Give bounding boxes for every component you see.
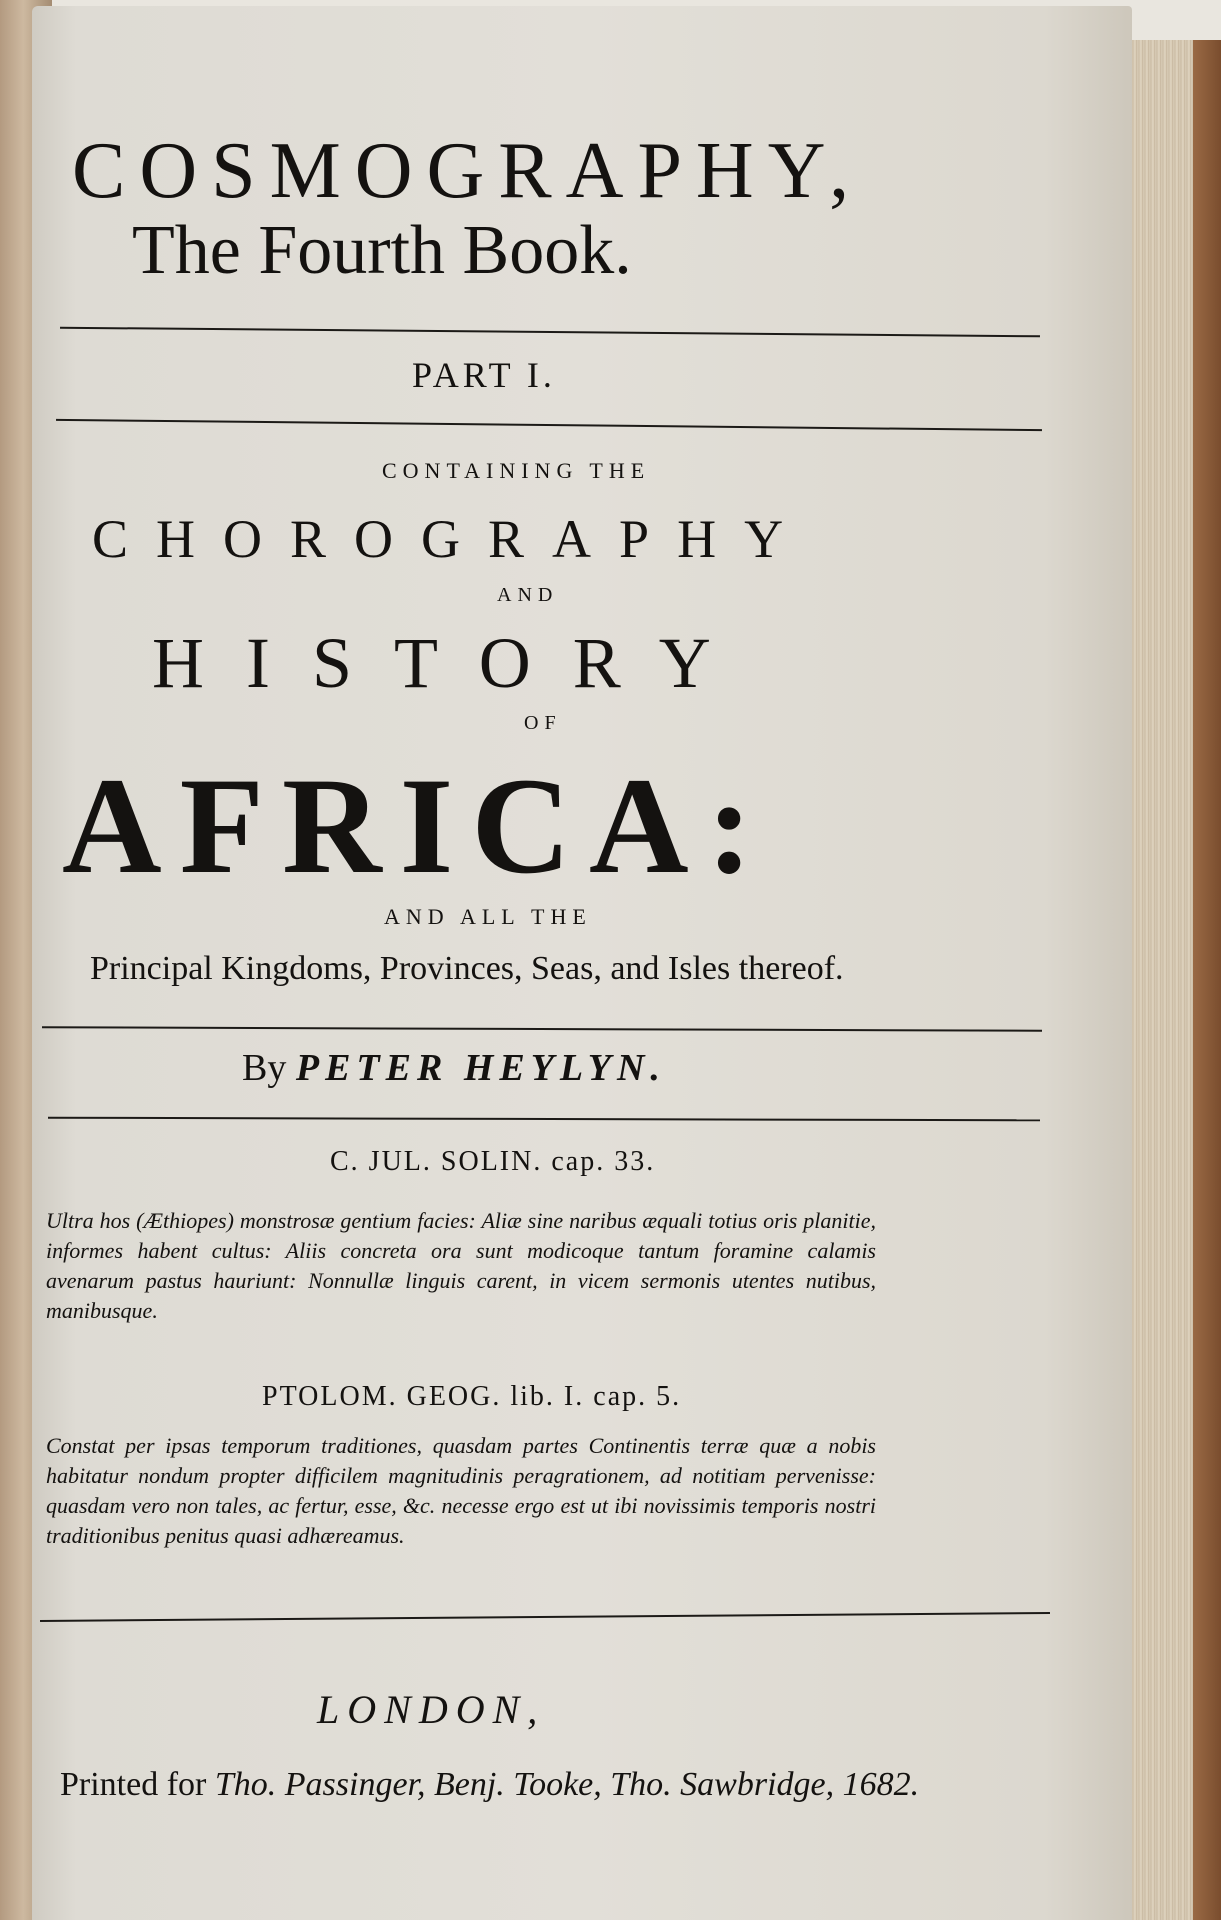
rule-2 [56, 419, 1042, 431]
containing-line: CONTAINING THE [382, 458, 651, 483]
and-all-the-line: AND ALL THE [384, 904, 592, 929]
book-cover-edge [1193, 40, 1221, 1920]
author-name: PETER HEYLYN. [295, 1047, 666, 1089]
citation-1-text: Ultra hos (Æthiopes) monstrosæ gentium facies: Aliæ sine naribus æquali totius oris planitie, informes habent cultus: Aliis concreta ora sunt modicoque tantum foramine calamis avenarum pastus hauriunt: Nonnullæ linguis carent, in vicem sermonis utentes nutibus, manibusque. [46, 1208, 876, 1323]
of-line: OF [524, 712, 562, 734]
imprint-names: Tho. Passinger, Benj. Tooke, Tho. Sawbridge, 1682. [214, 1766, 920, 1803]
imprint-line [60, 1766, 1060, 1804]
part-heading: PART I. [412, 355, 556, 395]
rule-4 [48, 1117, 1040, 1122]
principal-line: Principal Kingdoms, Provinces, Seas, and Isles thereof. [90, 950, 844, 987]
title-line-2: The Fourth Book. [132, 212, 632, 289]
imprint-place: LONDON, [317, 1687, 546, 1732]
author-by: By [242, 1047, 287, 1089]
rule-5 [40, 1612, 1050, 1622]
history-line: HISTORY [152, 623, 753, 703]
title-line-1: COSMOGRAPHY, [72, 127, 864, 215]
citation-2-text: Constat per ipsas temporum traditiones, quasdam partes Continentis terræ quæ a nobis habitatur nondum propter difficilem magnitudinis peragrationem, ad notitiam pervenisse: quasdam vero non tales, ac fertur, esse, &c. necesse ergo est ut ibi novissimis temporis nostri traditionibus penitus quasi adhæreamus. [46, 1433, 876, 1548]
author-line [242, 1046, 1221, 1090]
africa-line: AFRICA: [62, 749, 771, 902]
imprint-printed-for: Printed for [60, 1766, 207, 1803]
and-line: AND [497, 584, 559, 606]
rule-1 [60, 327, 1040, 338]
rule-3 [42, 1026, 1042, 1031]
citation-2-heading: PTOLOM. GEOG. lib. I. cap. 5. [262, 1381, 682, 1412]
chorography-line: CHOROGRAPHY [92, 509, 812, 569]
title-page [32, 6, 1132, 1920]
citation-1-heading: C. JUL. SOLIN. cap. 33. [330, 1146, 656, 1177]
